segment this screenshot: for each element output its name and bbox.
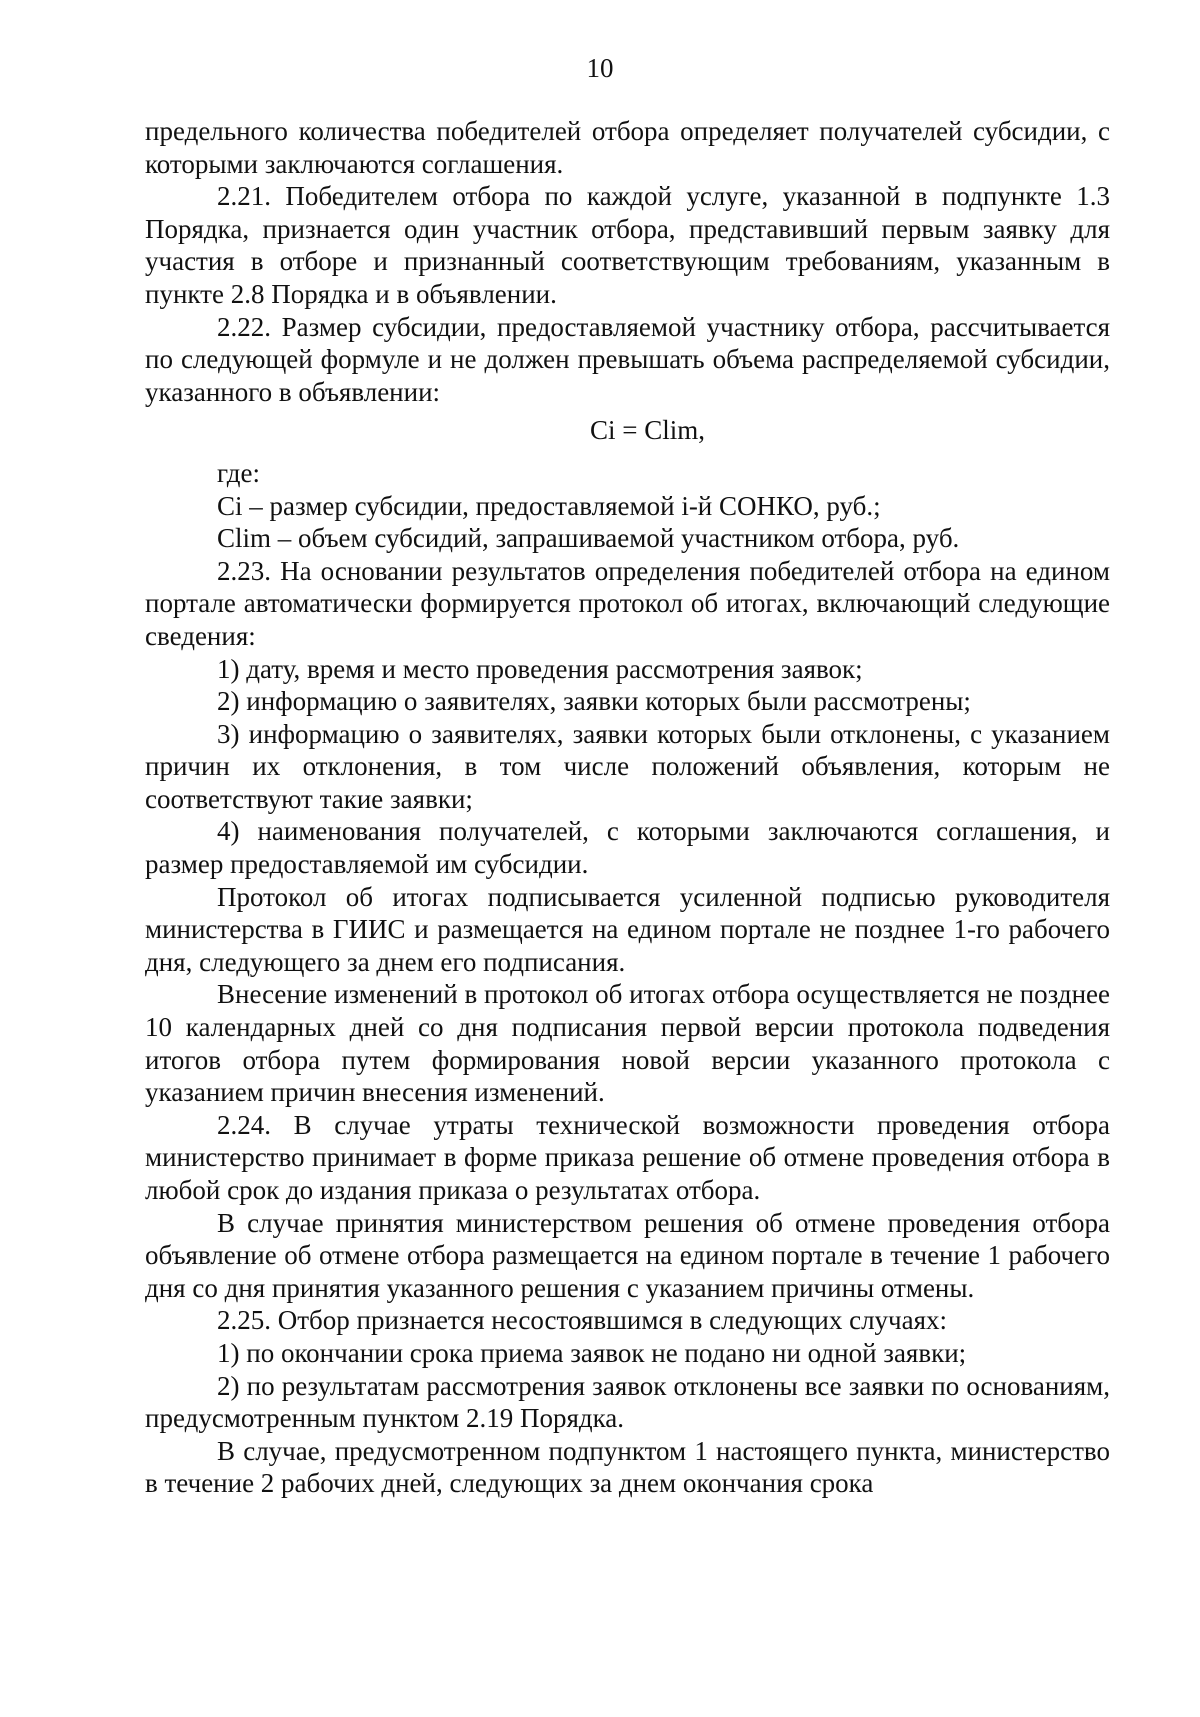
formula-where-label: где: bbox=[217, 457, 260, 488]
list-item-all-rejected: 2) по результатам рассмотрения заявок отклонены все заявки по основаниям, предусмотренным пунктом 2.19 Порядка. bbox=[145, 1370, 1110, 1434]
paragraph-2-21: 2.21. Победителем отбора по каждой услуге, указанной в подпункте 1.3 Порядка, признается один участник отбора, представивший первым заявку для участия в отборе и признанный соответствующим требованиям, указанным в пункте 2.8 Порядка и в объявлении. bbox=[145, 181, 1110, 309]
paragraph-cancellation-notice: В случае принятия министерством решения об отмене проведения отбора объявление об отмене отбора размещается на едином портале в течение 1 рабочего дня со дня принятия указанного решения с указанием причины отмены. bbox=[145, 1207, 1110, 1303]
paragraph-2-25: 2.25. Отбор признается несостоявшимся в следующих случаях: bbox=[217, 1305, 948, 1336]
formula-definition-ci: Ci – размер субсидии, предоставляемой i-й СОНКО, руб.; bbox=[217, 490, 881, 521]
list-item-3: 3) информацию о заявителях, заявки которых были отклонены, с указанием причин их отклонения, в том числе положений объявления, которым не соответствуют такие заявки; bbox=[145, 718, 1110, 814]
paragraph-case-subpoint-1: В случае, предусмотренном подпунктом 1 настоящего пункта, министерство в течение 2 рабочих дней, следующих за днем окончания срока bbox=[145, 1435, 1110, 1499]
document-body bbox=[145, 115, 1110, 1500]
paragraph-continuation: предельного количества победителей отбора определяет получателей субсидии, с которыми заключаются соглашения. bbox=[145, 116, 1110, 179]
paragraph-2-23: 2.23. На основании результатов определения победителей отбора на едином портале автоматически формируется протокол об итогах, включающий следующие сведения: bbox=[145, 555, 1110, 651]
list-item-4: 4) наименования получателей, с которыми заключаются соглашения, и размер предоставляемой им субсидии. bbox=[145, 816, 1110, 880]
paragraph-2-24: 2.24. В случае утраты технической возможности проведения отбора министерство принимает в форме приказа решение об отмене проведения отбора в любой срок до издания приказа о результатах отбора. bbox=[145, 1109, 1110, 1205]
list-item-1: 1) дату, время и место проведения рассмотрения заявок; bbox=[217, 653, 863, 684]
list-item-no-applications: 1) по окончании срока приема заявок не подано ни одной заявки; bbox=[217, 1337, 967, 1368]
page-number: 10 bbox=[586, 53, 614, 83]
formula-definition-clim: Clim – объем субсидий, запрашиваемой участником отбора, руб. bbox=[217, 523, 960, 554]
list-item-2: 2) информацию о заявителях, заявки которых были рассмотрены; bbox=[217, 686, 971, 717]
paragraph-protocol-changes: Внесение изменений в протокол об итогах отбора осуществляется не позднее 10 календарных дней со дня подписания первой версии протокола подведения итогов отбора путем формирования новой версии указанного протокола с указанием причин внесения изменений. bbox=[145, 979, 1110, 1108]
subsidy-formula: Ci = Clim, bbox=[589, 415, 705, 446]
paragraph-protocol-signing: Протокол об итогах подписывается усиленной подписью руководителя министерства в ГИИС и размещается на едином портале не позднее 1-го рабочего дня, следующего за днем его подписания. bbox=[145, 881, 1110, 977]
paragraph-2-22: 2.22. Размер субсидии, предоставляемой участнику отбора, рассчитывается по следующей формуле и не должен превышать объема распределяемой субсидии, указанного в объявлении: bbox=[145, 311, 1110, 407]
